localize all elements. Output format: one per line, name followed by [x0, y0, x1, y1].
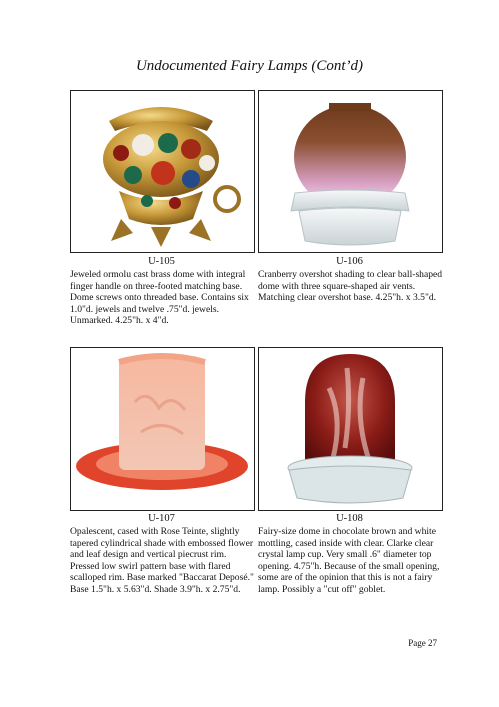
- description-u106: Cranberry overshot shading to clear ball-shaped dome with three square-shaped air vents. Matching clear overshot base. 4.25"h. x 3.5"d.: [258, 269, 443, 304]
- description-u105: Jeweled ormolu cast brass dome with integral finger handle on three-footed matching base. Dome screws onto threaded base. Contains six 1.0"d. jewels and twelve .75"d. jewels. Unmarked. 4.25"h. x 4"d.: [70, 269, 249, 327]
- photo-u108: [258, 347, 443, 511]
- page-title: Undocumented Fairy Lamps (Cont’d): [135, 58, 364, 74]
- caption-u108: U-108: [336, 513, 363, 524]
- photo-u106: [258, 90, 443, 253]
- photo-u105: [70, 90, 255, 253]
- caption-u105: U-105: [148, 256, 175, 267]
- caption-u106: U-106: [336, 256, 363, 267]
- photo-u107: [70, 347, 255, 511]
- caption-u107: U-107: [148, 513, 175, 524]
- page-number: Page 27: [408, 638, 437, 648]
- description-u107: Opalescent, cased with Rose Teinte, slightly tapered cylindrical shade with embossed flower and leaf design and vertical piecrust rim. Pressed low swirl pattern base with flared scalloped rim. Base marked "Baccarat Deposé." Base 1.5"h. x 5.63"d. Shade 3.9"h. x 2.75"d.: [70, 526, 254, 595]
- description-u108: Fairy-size dome in chocolate brown and white mottling, cased inside with clear. Clarke clear crystal lamp cup. Very small .6" diameter top opening. 4.75"h. Because of the small opening, some are of the opinion that this is not a fairy lamp. Possibly a "cut off" goblet.: [258, 526, 440, 595]
